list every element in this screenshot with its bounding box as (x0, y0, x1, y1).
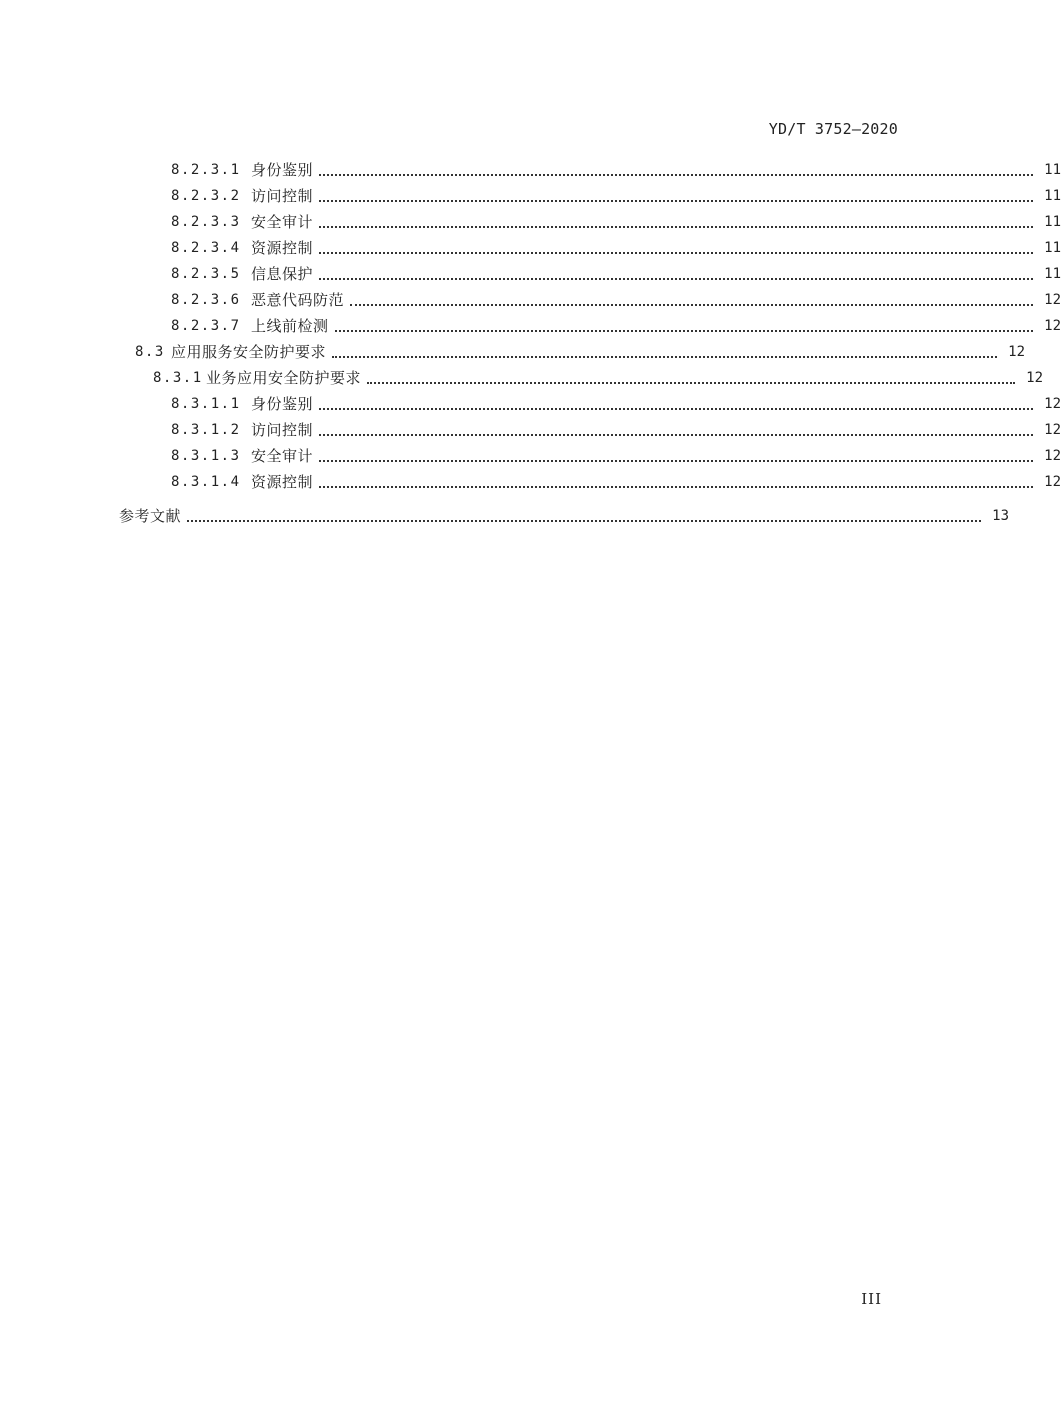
toc-leader-dots (319, 262, 1033, 286)
toc-entry-page: 12 (1044, 292, 1061, 308)
toc-leader-dots (319, 236, 1033, 260)
toc-entry-8-3-1-2[interactable] (0, 418, 1061, 442)
toc-entry-8-2-3-7[interactable] (0, 314, 1061, 338)
toc-leader-dots (350, 288, 1033, 312)
toc-entry-page: 12 (1044, 474, 1061, 490)
toc-entry-title: 上线前检测 (251, 317, 329, 335)
toc-entry-page: 12 (1008, 344, 1025, 360)
toc-entry-8-3-1[interactable] (0, 366, 1043, 390)
toc-entry-page: 12 (1026, 370, 1043, 386)
toc-leader-dots (187, 504, 981, 528)
toc-leader-dots (319, 470, 1033, 494)
toc-entry-number: 8.3.1.1 (171, 396, 241, 412)
toc-entry-8-3[interactable] (0, 340, 1025, 364)
toc-entry-page: 11 (1044, 188, 1061, 204)
toc-entry-page: 13 (992, 508, 1009, 524)
toc-entry-title: 资源控制 (251, 473, 314, 491)
toc-entry-number: 8.3.1 (153, 370, 203, 386)
page-number: III (861, 1290, 882, 1308)
toc-leader-dots (319, 392, 1033, 416)
toc-entry-page: 11 (1044, 214, 1061, 230)
toc-entry-page: 11 (1044, 162, 1061, 178)
toc-entry-number: 8.2.3.6 (171, 292, 241, 308)
toc-entry-number: 8.3 (135, 344, 165, 360)
toc-leader-dots (319, 184, 1033, 208)
toc-entry-8-2-3-5[interactable] (0, 262, 1061, 286)
toc-entry-number: 8.2.3.5 (171, 266, 241, 282)
toc-entry-number: 8.2.3.3 (171, 214, 241, 230)
toc-entry-title: 业务应用安全防护要求 (206, 369, 362, 387)
toc-leader-dots (319, 158, 1033, 182)
toc-leader-dots (332, 340, 997, 364)
toc-entry-bibliography[interactable] (0, 504, 1009, 528)
toc-entry-title: 身份鉴别 (251, 161, 314, 179)
toc-entry-number: 8.3.1.4 (171, 474, 241, 490)
toc-entry-number: 8.2.3.2 (171, 188, 241, 204)
toc-entry-title: 安全审计 (251, 213, 314, 231)
toc-entry-title: 应用服务安全防护要求 (171, 343, 327, 361)
toc-entry-number: 8.3.1.3 (171, 448, 241, 464)
toc-entry-title: 参考文献 (119, 507, 182, 525)
toc-entry-title: 恶意代码防范 (251, 291, 345, 309)
toc-entry-page: 12 (1044, 448, 1061, 464)
toc-leader-dots (319, 444, 1033, 468)
toc-entry-title: 信息保护 (251, 265, 314, 283)
toc-entry-8-2-3-4[interactable] (0, 236, 1061, 260)
toc-entry-8-3-1-4[interactable] (0, 470, 1061, 494)
toc-entry-8-3-1-3[interactable] (0, 444, 1061, 468)
toc-entry-page: 12 (1044, 318, 1061, 334)
document-code: YD/T 3752—2020 (768, 120, 898, 138)
toc-entry-title: 安全审计 (251, 447, 314, 465)
toc-leader-dots (319, 418, 1033, 442)
toc-entry-title: 访问控制 (251, 421, 314, 439)
toc-entry-8-3-1-1[interactable] (0, 392, 1061, 416)
toc-entry-8-2-3-2[interactable] (0, 184, 1061, 208)
toc-entry-number: 8.2.3.4 (171, 240, 241, 256)
toc-leader-dots (319, 210, 1033, 234)
toc-entry-page: 11 (1044, 240, 1061, 256)
toc-entry-title: 资源控制 (251, 239, 314, 257)
toc-entry-number: 8.3.1.2 (171, 422, 241, 438)
toc-entry-title: 身份鉴别 (251, 395, 314, 413)
toc-entry-page: 12 (1044, 396, 1061, 412)
toc-entry-8-2-3-3[interactable] (0, 210, 1061, 234)
toc-leader-dots (367, 366, 1015, 390)
toc-entry-title: 访问控制 (251, 187, 314, 205)
toc-entry-8-2-3-1[interactable] (0, 158, 1061, 182)
toc-leader-dots (335, 314, 1033, 338)
toc-entry-number: 8.2.3.7 (171, 318, 241, 334)
toc-entry-page: 11 (1044, 266, 1061, 282)
toc-entry-number: 8.2.3.1 (171, 162, 241, 178)
toc-entry-8-2-3-6[interactable] (0, 288, 1061, 312)
toc-entry-page: 12 (1044, 422, 1061, 438)
